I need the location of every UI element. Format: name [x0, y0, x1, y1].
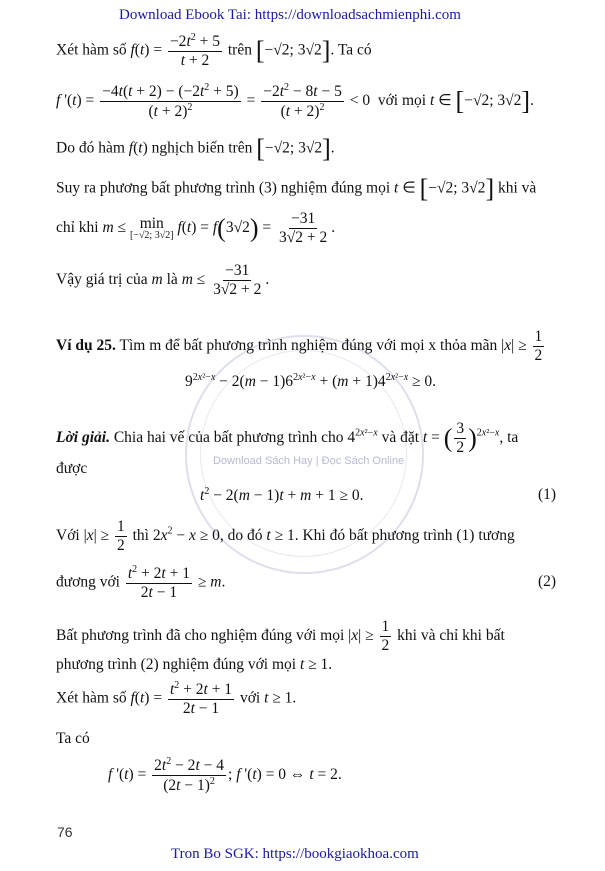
- function-definition: Xét hàm số f(t) = $\frac{t^2 + 2t + 1}{2t - 1}$ với t ≥ 1.: [56, 680, 297, 717]
- text: và đặt: [381, 428, 420, 446]
- min-condition-line: chỉ khi m ≤ min [−√2; 3√2] f(t) = f(3√2) = $\frac{-31}{3√2 + 2}$ .: [56, 210, 336, 246]
- paragraph-line-1: Xét hàm số f(t) = $\frac{-2t^2 + 5}{t + 2}$ trên [−√2; 3√2]. Ta có: [56, 32, 372, 69]
- duoc-text: được: [56, 460, 88, 477]
- equation-2-label: (2): [538, 573, 557, 590]
- text: Suy ra phương bất phương trình (3) nghiệm đúng mọi: [56, 179, 391, 197]
- equivalent-line: đương với $\frac{t^2 + 2t + 1}{2t - 1}$ ≥ m.: [56, 564, 226, 601]
- text: Xét hàm số: [56, 41, 127, 59]
- text: Do đó hàm: [56, 139, 125, 157]
- text: . Ta có: [330, 41, 372, 59]
- page-header-link[interactable]: Download Ebook Tai: https://downloadsachmienphi.com: [119, 7, 461, 23]
- watermark-text: Download Sách Hay | Đọc Sách Online: [213, 455, 405, 467]
- text: trên: [227, 41, 252, 59]
- paragraph-bpt-2: phương trình (2) nghiệm đúng với mọi t ≥ 1.: [56, 656, 333, 673]
- text: Chia hai vế của bất phương trình cho: [113, 428, 344, 446]
- text: thì: [132, 526, 149, 544]
- text: Tìm m để bất phương trình nghiệm đúng với mọi x thỏa mãn: [119, 336, 498, 354]
- inequality-display: $9^{2x^2-x} - 2(m - 1)6^{2x^2-x} + (m + 1)4^{2x^2-x} \ge 0$.: [185, 372, 437, 391]
- paragraph-line-3: Do đó hàm f(t) nghịch biến trên [−√2; 3√2].: [56, 134, 335, 163]
- text: , do đó: [219, 526, 263, 544]
- text: khi và: [497, 179, 537, 197]
- solution-label: Lời giải.: [56, 428, 110, 446]
- text: Với: [56, 526, 80, 544]
- derivative-line: f '(t) = $\frac{-4t(t + 2) - (-2t^2 + 5)}{(t + 2)^2}$ = $\frac{-2t^2 - 8t - 5}{(t + 2)^2}$ < 0 với mọi t ∈ [−√2; 3√2].: [56, 82, 534, 121]
- text: chỉ khi: [56, 218, 99, 236]
- paragraph-bpt-1: Bất phương trình đã cho nghiệm đúng với mọi |x| ≥ $\frac{1}{2}$ khi và chỉ khi bất: [56, 618, 505, 654]
- text: với: [239, 689, 261, 707]
- text: . Khi đó bất phương trình (1) tương: [294, 526, 515, 544]
- derivative-2: f '(t) = $\frac{2t^2 - 2t - 4}{(2t - 1)^2}$ ; f '(t) = 0 ⇔ t = 2.: [108, 756, 342, 795]
- example-label: Ví dụ 25.: [56, 336, 116, 354]
- equation-1: $t^2 - 2(m - 1)t + m + 1 \ge 0$.: [200, 486, 364, 505]
- page-footer-link[interactable]: Tron Bo SGK: https://bookgiaokhoa.com: [171, 846, 419, 862]
- text: đương với: [56, 573, 120, 591]
- text: Vậy giá trị của: [56, 270, 148, 288]
- example-25-heading: Ví dụ 25. Tìm m để bất phương trình nghiệm đúng với mọi x thỏa mãn |x| ≥ $\frac{1}{2}$: [56, 328, 543, 364]
- text: với mọi: [377, 92, 427, 110]
- text: là: [166, 270, 178, 288]
- condition-line: Với |x| ≥ $\frac{1}{2}$ thì $2x^2 - x \ge 0$, do đó t ≥ 1. Khi đó bất phương trình (1) tương: [56, 518, 515, 554]
- text: khi và chỉ khi bất: [397, 626, 505, 644]
- text: Xét hàm số: [56, 689, 127, 707]
- equation-1-label: (1): [538, 486, 557, 503]
- paragraph-line-4: Suy ra phương bất phương trình (3) nghiệm đúng mọi t ∈ [−√2; 3√2] khi và: [56, 174, 537, 203]
- text: phương trình (2) nghiệm đúng với mọi: [56, 656, 297, 673]
- text: Bất phương trình đã cho nghiệm đúng với mọi: [56, 626, 345, 644]
- text: nghịch biến trên: [151, 139, 253, 157]
- taco-text: Ta có: [56, 730, 90, 747]
- text: , ta: [499, 428, 519, 446]
- solution-line-1: Lời giải. Chia hai vế của bất phương trình cho $4^{2x^2-x}$ và đặt t = ( $\frac{3}{2}$ )$^{2x^2-x}$, ta: [56, 420, 519, 456]
- conclusion-line: Vậy giá trị của m là m ≤ $\frac{-31}{3√2 + 2}$ .: [56, 262, 270, 298]
- page-number: 76: [57, 824, 73, 840]
